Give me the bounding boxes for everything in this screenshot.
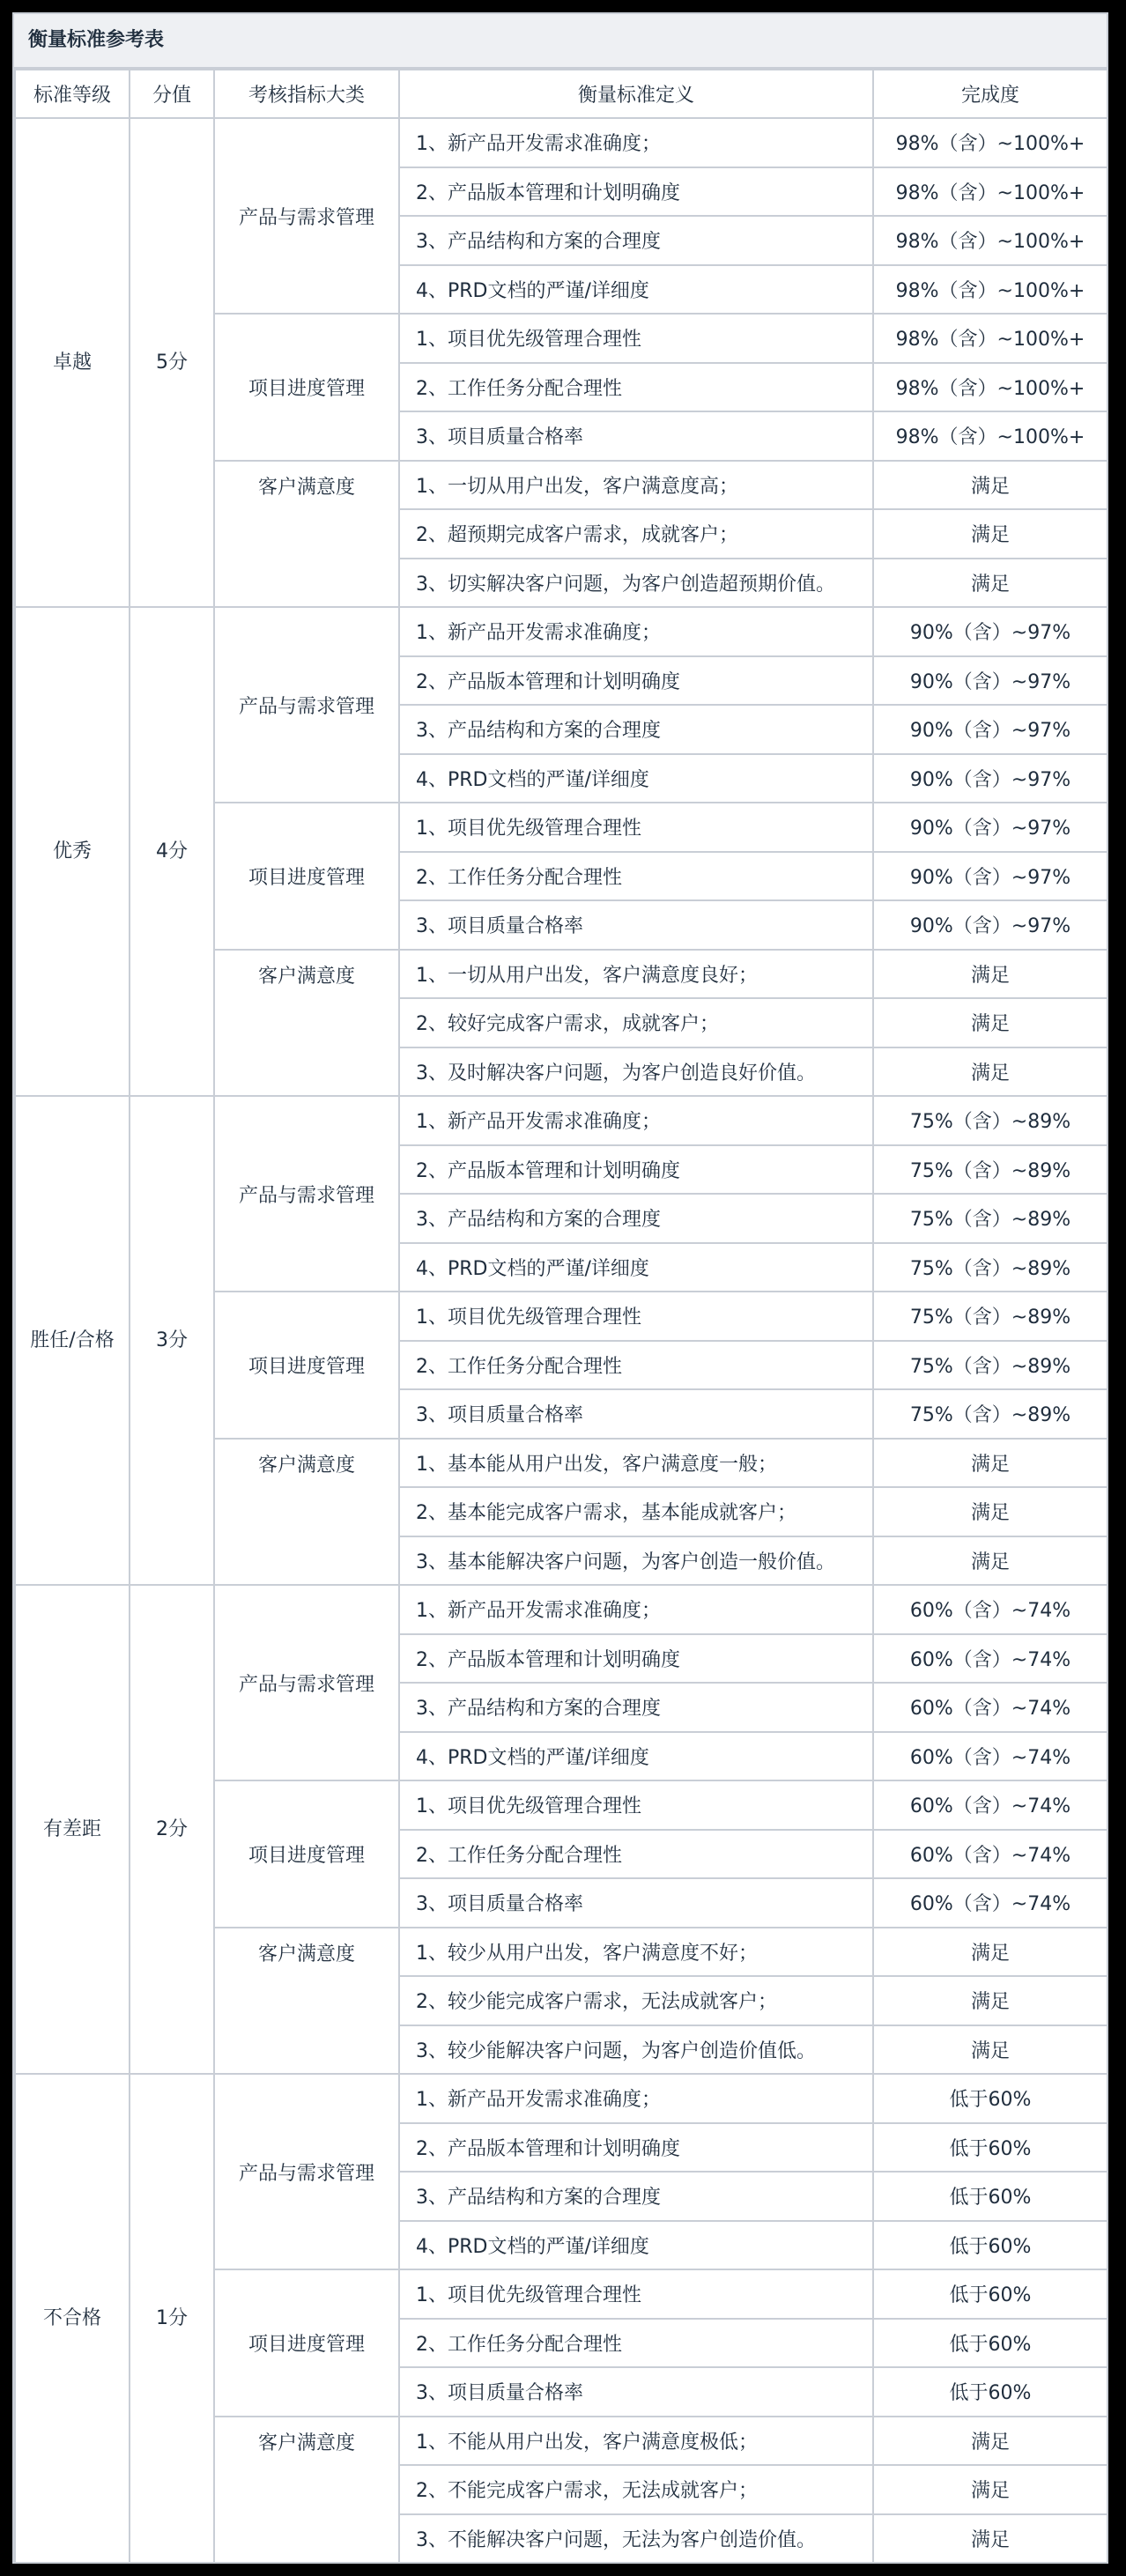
- definition-cell: 4、PRD文档的严谨/详细度: [399, 1732, 873, 1781]
- definition-cell: 2、产品版本管理和计划明确度: [399, 656, 873, 706]
- definition-cell: 3、基本能解决客户问题，为客户创造一般价值。: [399, 1536, 873, 1586]
- completion-cell: 满足: [873, 1976, 1107, 2025]
- definition-cell: 1、新产品开发需求准确度；: [399, 1585, 873, 1634]
- table-row: [15, 1585, 1107, 1634]
- definition-cell: 2、工作任务分配合理性: [399, 1341, 873, 1390]
- definition-cell: 2、产品版本管理和计划明确度: [399, 2123, 873, 2173]
- definition-cell: 1、项目优先级管理合理性: [399, 803, 873, 852]
- completion-cell: 满足: [873, 998, 1107, 1047]
- completion-cell: 75%（含）~89%: [873, 1292, 1107, 1341]
- definition-cell: 3、项目质量合格率: [399, 1389, 873, 1439]
- category-cell: 客户满意度: [214, 1928, 399, 2075]
- definition-cell: 2、不能完成客户需求，无法成就客户；: [399, 2465, 873, 2514]
- definition-cell: 4、PRD文档的严谨/详细度: [399, 265, 873, 315]
- definition-cell: 2、产品版本管理和计划明确度: [399, 1145, 873, 1195]
- definition-cell: 2、基本能完成客户需求，基本能成就客户；: [399, 1487, 873, 1536]
- completion-cell: 满足: [873, 1047, 1107, 1097]
- definition-cell: 3、不能解决客户问题，无法为客户创造价值。: [399, 2514, 873, 2564]
- definition-cell: 3、项目质量合格率: [399, 900, 873, 950]
- definition-cell: 2、工作任务分配合理性: [399, 1830, 873, 1879]
- score-cell: 3分: [130, 1096, 214, 1585]
- completion-cell: 98%（含）~100%+: [873, 216, 1107, 265]
- completion-cell: 60%（含）~74%: [873, 1780, 1107, 1830]
- definition-cell: 1、项目优先级管理合理性: [399, 1292, 873, 1341]
- completion-cell: 低于60%: [873, 2367, 1107, 2417]
- completion-cell: 75%（含）~89%: [873, 1389, 1107, 1439]
- header-level: 标准等级: [15, 70, 130, 118]
- header-category: 考核指标大类: [214, 70, 399, 118]
- header-definition: 衡量标准定义: [399, 70, 873, 118]
- definition-cell: 3、项目质量合格率: [399, 411, 873, 461]
- definition-cell: 3、产品结构和方案的合理度: [399, 2172, 873, 2221]
- category-cell: 产品与需求管理: [214, 2074, 399, 2269]
- completion-cell: 低于60%: [873, 2221, 1107, 2270]
- definition-cell: 1、基本能从用户出发，客户满意度一般；: [399, 1439, 873, 1488]
- definition-cell: 1、新产品开发需求准确度；: [399, 1096, 873, 1145]
- definition-cell: 1、一切从用户出发，客户满意度良好；: [399, 950, 873, 999]
- completion-cell: 60%（含）~74%: [873, 1683, 1107, 1732]
- completion-cell: 90%（含）~97%: [873, 754, 1107, 803]
- completion-cell: 低于60%: [873, 2074, 1107, 2123]
- table-body: [15, 118, 1107, 2563]
- completion-cell: 98%（含）~100%+: [873, 411, 1107, 461]
- completion-cell: 低于60%: [873, 2319, 1107, 2368]
- score-cell: 2分: [130, 1585, 214, 2074]
- definition-cell: 1、新产品开发需求准确度；: [399, 2074, 873, 2123]
- table-row: [15, 118, 1107, 167]
- completion-cell: 满足: [873, 559, 1107, 608]
- completion-cell: 60%（含）~74%: [873, 1634, 1107, 1684]
- definition-cell: 3、切实解决客户问题，为客户创造超预期价值。: [399, 559, 873, 608]
- completion-cell: 满足: [873, 2514, 1107, 2564]
- completion-cell: 90%（含）~97%: [873, 607, 1107, 656]
- category-cell: 产品与需求管理: [214, 118, 399, 314]
- completion-cell: 60%（含）~74%: [873, 1732, 1107, 1781]
- completion-cell: 90%（含）~97%: [873, 852, 1107, 901]
- definition-cell: 2、工作任务分配合理性: [399, 852, 873, 901]
- definition-cell: 3、产品结构和方案的合理度: [399, 1194, 873, 1243]
- completion-cell: 60%（含）~74%: [873, 1878, 1107, 1928]
- category-cell: 项目进度管理: [214, 1780, 399, 1928]
- completion-cell: 满足: [873, 2417, 1107, 2466]
- definition-cell: 1、项目优先级管理合理性: [399, 1780, 873, 1830]
- definition-cell: 4、PRD文档的严谨/详细度: [399, 2221, 873, 2270]
- category-cell: 项目进度管理: [214, 803, 399, 950]
- definition-cell: 1、项目优先级管理合理性: [399, 314, 873, 363]
- category-cell: 产品与需求管理: [214, 1096, 399, 1292]
- header-row: [15, 70, 1107, 118]
- completion-cell: 98%（含）~100%+: [873, 118, 1107, 167]
- completion-cell: 75%（含）~89%: [873, 1243, 1107, 1292]
- category-cell: 产品与需求管理: [214, 607, 399, 803]
- completion-cell: 低于60%: [873, 2269, 1107, 2319]
- completion-cell: 90%（含）~97%: [873, 656, 1107, 706]
- completion-cell: 满足: [873, 509, 1107, 559]
- score-cell: 5分: [130, 118, 214, 607]
- level-cell: 胜任/合格: [15, 1096, 130, 1585]
- level-cell: 卓越: [15, 118, 130, 607]
- criteria-table: [14, 69, 1108, 2564]
- completion-cell: 90%（含）~97%: [873, 900, 1107, 950]
- category-cell: 客户满意度: [214, 461, 399, 608]
- table-title: 衡量标准参考表: [14, 14, 1107, 69]
- completion-cell: 75%（含）~89%: [873, 1341, 1107, 1390]
- definition-cell: 1、不能从用户出发，客户满意度极低；: [399, 2417, 873, 2466]
- definition-cell: 4、PRD文档的严谨/详细度: [399, 754, 873, 803]
- completion-cell: 满足: [873, 950, 1107, 999]
- score-cell: 4分: [130, 607, 214, 1096]
- completion-cell: 90%（含）~97%: [873, 803, 1107, 852]
- definition-cell: 2、产品版本管理和计划明确度: [399, 167, 873, 217]
- table-row: [15, 607, 1107, 656]
- table-row: [15, 2074, 1107, 2123]
- definition-cell: 2、超预期完成客户需求，成就客户；: [399, 509, 873, 559]
- completion-cell: 低于60%: [873, 2123, 1107, 2173]
- completion-cell: 98%（含）~100%+: [873, 265, 1107, 315]
- completion-cell: 满足: [873, 1536, 1107, 1586]
- header-completion: 完成度: [873, 70, 1107, 118]
- completion-cell: 满足: [873, 1487, 1107, 1536]
- level-cell: 不合格: [15, 2074, 130, 2563]
- completion-cell: 满足: [873, 1928, 1107, 1977]
- completion-cell: 满足: [873, 2465, 1107, 2514]
- definition-cell: 2、工作任务分配合理性: [399, 2319, 873, 2368]
- completion-cell: 98%（含）~100%+: [873, 363, 1107, 412]
- category-cell: 客户满意度: [214, 2417, 399, 2564]
- score-cell: 1分: [130, 2074, 214, 2563]
- category-cell: 项目进度管理: [214, 1292, 399, 1439]
- completion-cell: 60%（含）~74%: [873, 1830, 1107, 1879]
- definition-cell: 3、产品结构和方案的合理度: [399, 216, 873, 265]
- definition-cell: 1、新产品开发需求准确度；: [399, 118, 873, 167]
- definition-cell: 3、项目质量合格率: [399, 1878, 873, 1928]
- completion-cell: 60%（含）~74%: [873, 1585, 1107, 1634]
- definition-cell: 3、产品结构和方案的合理度: [399, 705, 873, 754]
- definition-cell: 2、工作任务分配合理性: [399, 363, 873, 412]
- definition-cell: 3、产品结构和方案的合理度: [399, 1683, 873, 1732]
- document-frame: [12, 12, 1108, 2564]
- table-row: [15, 1096, 1107, 1145]
- category-cell: 客户满意度: [214, 1439, 399, 1586]
- definition-cell: 2、较好完成客户需求，成就客户；: [399, 998, 873, 1047]
- completion-cell: 低于60%: [873, 2172, 1107, 2221]
- header-score: 分值: [130, 70, 214, 118]
- category-cell: 产品与需求管理: [214, 1585, 399, 1780]
- completion-cell: 98%（含）~100%+: [873, 314, 1107, 363]
- completion-cell: 满足: [873, 1439, 1107, 1488]
- level-cell: 有差距: [15, 1585, 130, 2074]
- definition-cell: 2、产品版本管理和计划明确度: [399, 1634, 873, 1684]
- completion-cell: 满足: [873, 2025, 1107, 2075]
- completion-cell: 98%（含）~100%+: [873, 167, 1107, 217]
- definition-cell: 3、及时解决客户问题，为客户创造良好价值。: [399, 1047, 873, 1097]
- definition-cell: 1、一切从用户出发，客户满意度高；: [399, 461, 873, 510]
- definition-cell: 1、新产品开发需求准确度；: [399, 607, 873, 656]
- category-cell: 客户满意度: [214, 950, 399, 1097]
- category-cell: 项目进度管理: [214, 2269, 399, 2417]
- completion-cell: 满足: [873, 461, 1107, 510]
- completion-cell: 75%（含）~89%: [873, 1194, 1107, 1243]
- definition-cell: 3、项目质量合格率: [399, 2367, 873, 2417]
- completion-cell: 75%（含）~89%: [873, 1096, 1107, 1145]
- definition-cell: 3、较少能解决客户问题，为客户创造价值低。: [399, 2025, 873, 2075]
- definition-cell: 2、较少能完成客户需求，无法成就客户；: [399, 1976, 873, 2025]
- definition-cell: 1、项目优先级管理合理性: [399, 2269, 873, 2319]
- level-cell: 优秀: [15, 607, 130, 1096]
- definition-cell: 1、较少从用户出发，客户满意度不好；: [399, 1928, 873, 1977]
- completion-cell: 90%（含）~97%: [873, 705, 1107, 754]
- completion-cell: 75%（含）~89%: [873, 1145, 1107, 1195]
- definition-cell: 4、PRD文档的严谨/详细度: [399, 1243, 873, 1292]
- category-cell: 项目进度管理: [214, 314, 399, 461]
